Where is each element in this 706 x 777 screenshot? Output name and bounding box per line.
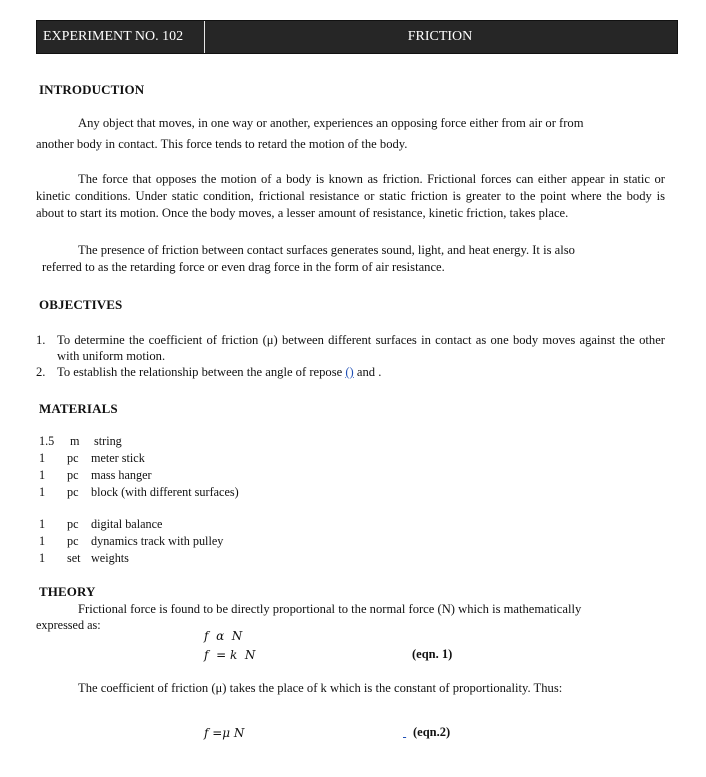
equation-2-label [403,725,450,740]
theory-p1-line1: Frictional force is found to be directly proportional to the normal force (N) which is mathematically [78,602,582,616]
objective-number: 2. [36,365,46,379]
intro-p2: The force that opposes the motion of a body is known as friction. Frictional forces can either appear in static or kinetic conditions. Under static condition, frictional resistance or static friction is greater to the point where the body is about to start its motion. Once the body moves, a lesser amount of resistance, kinetic friction, takes place. [36,172,665,220]
material-qty: 1 [39,517,46,531]
intro-p1-line2: another body in contact. This force tends to retard the motion of the body. [36,137,408,151]
material-qty: 1 [39,451,46,465]
material-unit: pc [67,468,79,482]
material-unit: pc [67,534,79,548]
objective-text: To determine the coefficient of friction (μ) between different surfaces in contact as one body moves against the other with uniform motion. [57,333,665,363]
material-item: meter stick [91,451,145,465]
equation-2-label-text: (eqn.2) [413,725,451,739]
material-unit: pc [67,485,79,499]
angle-of-repose-link[interactable]: () [345,365,354,379]
material-row [39,516,223,533]
equation-2-link-mark[interactable] [403,725,413,740]
objective-item [36,364,665,380]
material-qty: 1 [39,534,46,548]
material-qty: 1 [39,468,46,482]
theory-p1-line2: expressed as: [36,618,101,632]
intro-p3-line1: The presence of friction between contact surfaces generates sound, light, and heat energy. It is also [78,243,575,257]
material-item: digital balance [91,517,163,531]
material-unit: set [67,551,81,565]
equation-2: f =μ N [204,726,245,740]
equation-1: f = k N [204,648,256,662]
introduction-heading: INTRODUCTION [39,82,145,97]
material-item: dynamics track with pulley [91,534,224,548]
experiment-number: EXPERIMENT NO. 102 [37,21,205,53]
equation-1-label: (eqn. 1) [412,647,453,661]
material-unit: m [70,434,80,448]
material-item: mass hanger [91,468,152,482]
objectives-list [36,332,665,380]
theory-heading: THEORY [39,584,96,599]
material-row [39,467,239,484]
material-item: string [94,434,122,448]
material-row [39,550,223,567]
objectives-heading: OBJECTIVES [39,297,123,312]
intro-p1-line1: Any object that moves, in one way or another, experiences an opposing force either from air or from [78,116,584,130]
material-qty: 1 [39,551,46,565]
material-item: block (with different surfaces) [91,485,239,499]
material-item: weights [91,551,129,565]
materials-group-2 [39,516,223,567]
objective-text-2 [57,364,665,380]
experiment-title: FRICTION [407,29,473,44]
intro-p3-line2: referred to as the retarding force or even drag force in the form of air resistance. [42,260,445,274]
objective-item [36,332,665,364]
material-row [39,533,223,550]
material-row [39,450,239,467]
material-qty: 1 [39,485,46,499]
material-row [39,433,239,450]
equation-proportional: f α N [204,629,243,643]
experiment-header [36,20,678,54]
material-qty: 1.5 [39,434,55,448]
objective-text-before: To establish the relationship between the angle of repose [57,365,343,379]
objective-number: 1. [36,333,46,347]
material-row [39,484,239,501]
materials-heading: MATERIALS [39,401,118,416]
theory-p2: The coefficient of friction (μ) takes the place of k which is the constant of proportionality. Thus: [78,681,563,695]
materials-group-1 [39,433,239,501]
material-unit: pc [67,451,79,465]
objective-text-after: and . [353,365,382,379]
material-unit: pc [67,517,79,531]
